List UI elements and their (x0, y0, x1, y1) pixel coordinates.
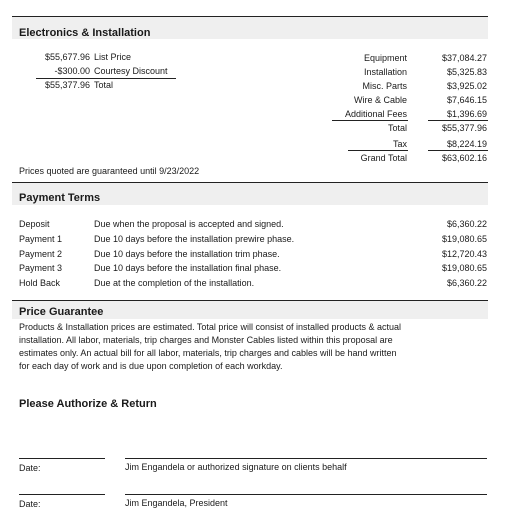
electronics-title: Electronics & Installation (19, 27, 151, 39)
price-amount-total: $55,377.96 (44, 80, 90, 90)
payment-name-holdback: Hold Back (19, 278, 61, 288)
summary-label-misc: Misc. Parts (362, 81, 407, 91)
summary-tax-value-rule (428, 150, 488, 151)
summary-value-installation: $5,325.83 (446, 67, 487, 77)
price-guarantee-title: Price Guarantee (19, 306, 104, 318)
payment-desc-3: Due 10 days before the installation final phase. (94, 263, 282, 273)
price-guarantee-line-3: estimates only. An actual bill for all labor, materials, trip charges and cables will be hand written (19, 348, 397, 358)
signature-signer-2: Jim Engandela, President (125, 498, 228, 508)
signature-date-line-1 (19, 458, 105, 459)
price-label-discount: Courtesy Discount (94, 66, 168, 76)
payment-desc-holdback: Due at the completion of the installation. (94, 278, 255, 288)
summary-value-wire: $7,646.15 (446, 95, 487, 105)
summary-value-misc: $3,925.02 (446, 81, 487, 91)
price-total-rule (36, 78, 176, 79)
summary-label-wire: Wire & Cable (353, 95, 407, 105)
payment-amount-3: $19,080.65 (441, 263, 487, 273)
signature-date-label-2: Date: (19, 499, 41, 509)
summary-value-equipment: $37,084.27 (441, 53, 487, 63)
summary-value-fees: $1,396.69 (446, 109, 487, 119)
signature-signer-1: Jim Engandela or authorized signature on clients behalf (125, 462, 347, 472)
price-guarantee-line-2: installation. All labor, materials, trip charges and Monster Cables listed within this proposal are (19, 335, 393, 345)
summary-label-fees: Additional Fees (344, 109, 407, 119)
signature-line-1[interactable] (125, 458, 487, 459)
summary-label-equipment: Equipment (363, 53, 407, 63)
payment-amount-holdback: $6,360.22 (446, 278, 487, 288)
payment-name-1: Payment 1 (19, 234, 63, 244)
payment-amount-2: $12,720.43 (441, 249, 487, 259)
price-amount-list: $55,677.96 (44, 52, 90, 62)
payment-name-2: Payment 2 (19, 249, 63, 259)
price-guarantee-line-1: Products & Installation prices are estimated. Total price will consist of installed products & actual (19, 322, 402, 332)
payment-amount-1: $19,080.65 (441, 234, 487, 244)
summary-label-tax: Tax (392, 139, 407, 149)
price-label-total: Total (94, 80, 114, 90)
summary-value-grand-total: $63,602.16 (441, 153, 487, 163)
signature-line-2[interactable] (125, 494, 487, 495)
payment-name-deposit: Deposit (19, 219, 50, 229)
summary-fees-rule (332, 120, 408, 121)
payment-desc-1: Due 10 days before the installation prewire phase. (94, 234, 295, 244)
summary-label-installation: Installation (363, 67, 407, 77)
summary-label-grand-total: Grand Total (360, 153, 407, 163)
authorize-title: Please Authorize & Return (19, 398, 157, 410)
summary-tax-rule (348, 150, 408, 151)
payment-desc-deposit: Due when the proposal is accepted and signed. (94, 219, 284, 229)
guarantee-note: Prices quoted are guaranteed until 9/23/2022 (19, 166, 200, 176)
price-label-list: List Price (94, 52, 132, 62)
price-amount-discount: -$300.00 (54, 66, 90, 76)
payment-amount-deposit: $6,360.22 (446, 219, 487, 229)
payment-desc-2: Due 10 days before the installation trim phase. (94, 249, 280, 259)
payment-terms-title: Payment Terms (19, 192, 101, 204)
summary-label-total: Total (387, 123, 407, 133)
summary-value-tax: $8,224.19 (446, 139, 487, 149)
signature-date-label-1: Date: (19, 463, 41, 473)
summary-fees-value-rule (428, 120, 488, 121)
payment-name-3: Payment 3 (19, 263, 63, 273)
price-guarantee-line-4: for each day of work and is due upon completion of each workday. (19, 361, 283, 371)
summary-value-total: $55,377.96 (441, 123, 487, 133)
signature-date-line-2 (19, 494, 105, 495)
